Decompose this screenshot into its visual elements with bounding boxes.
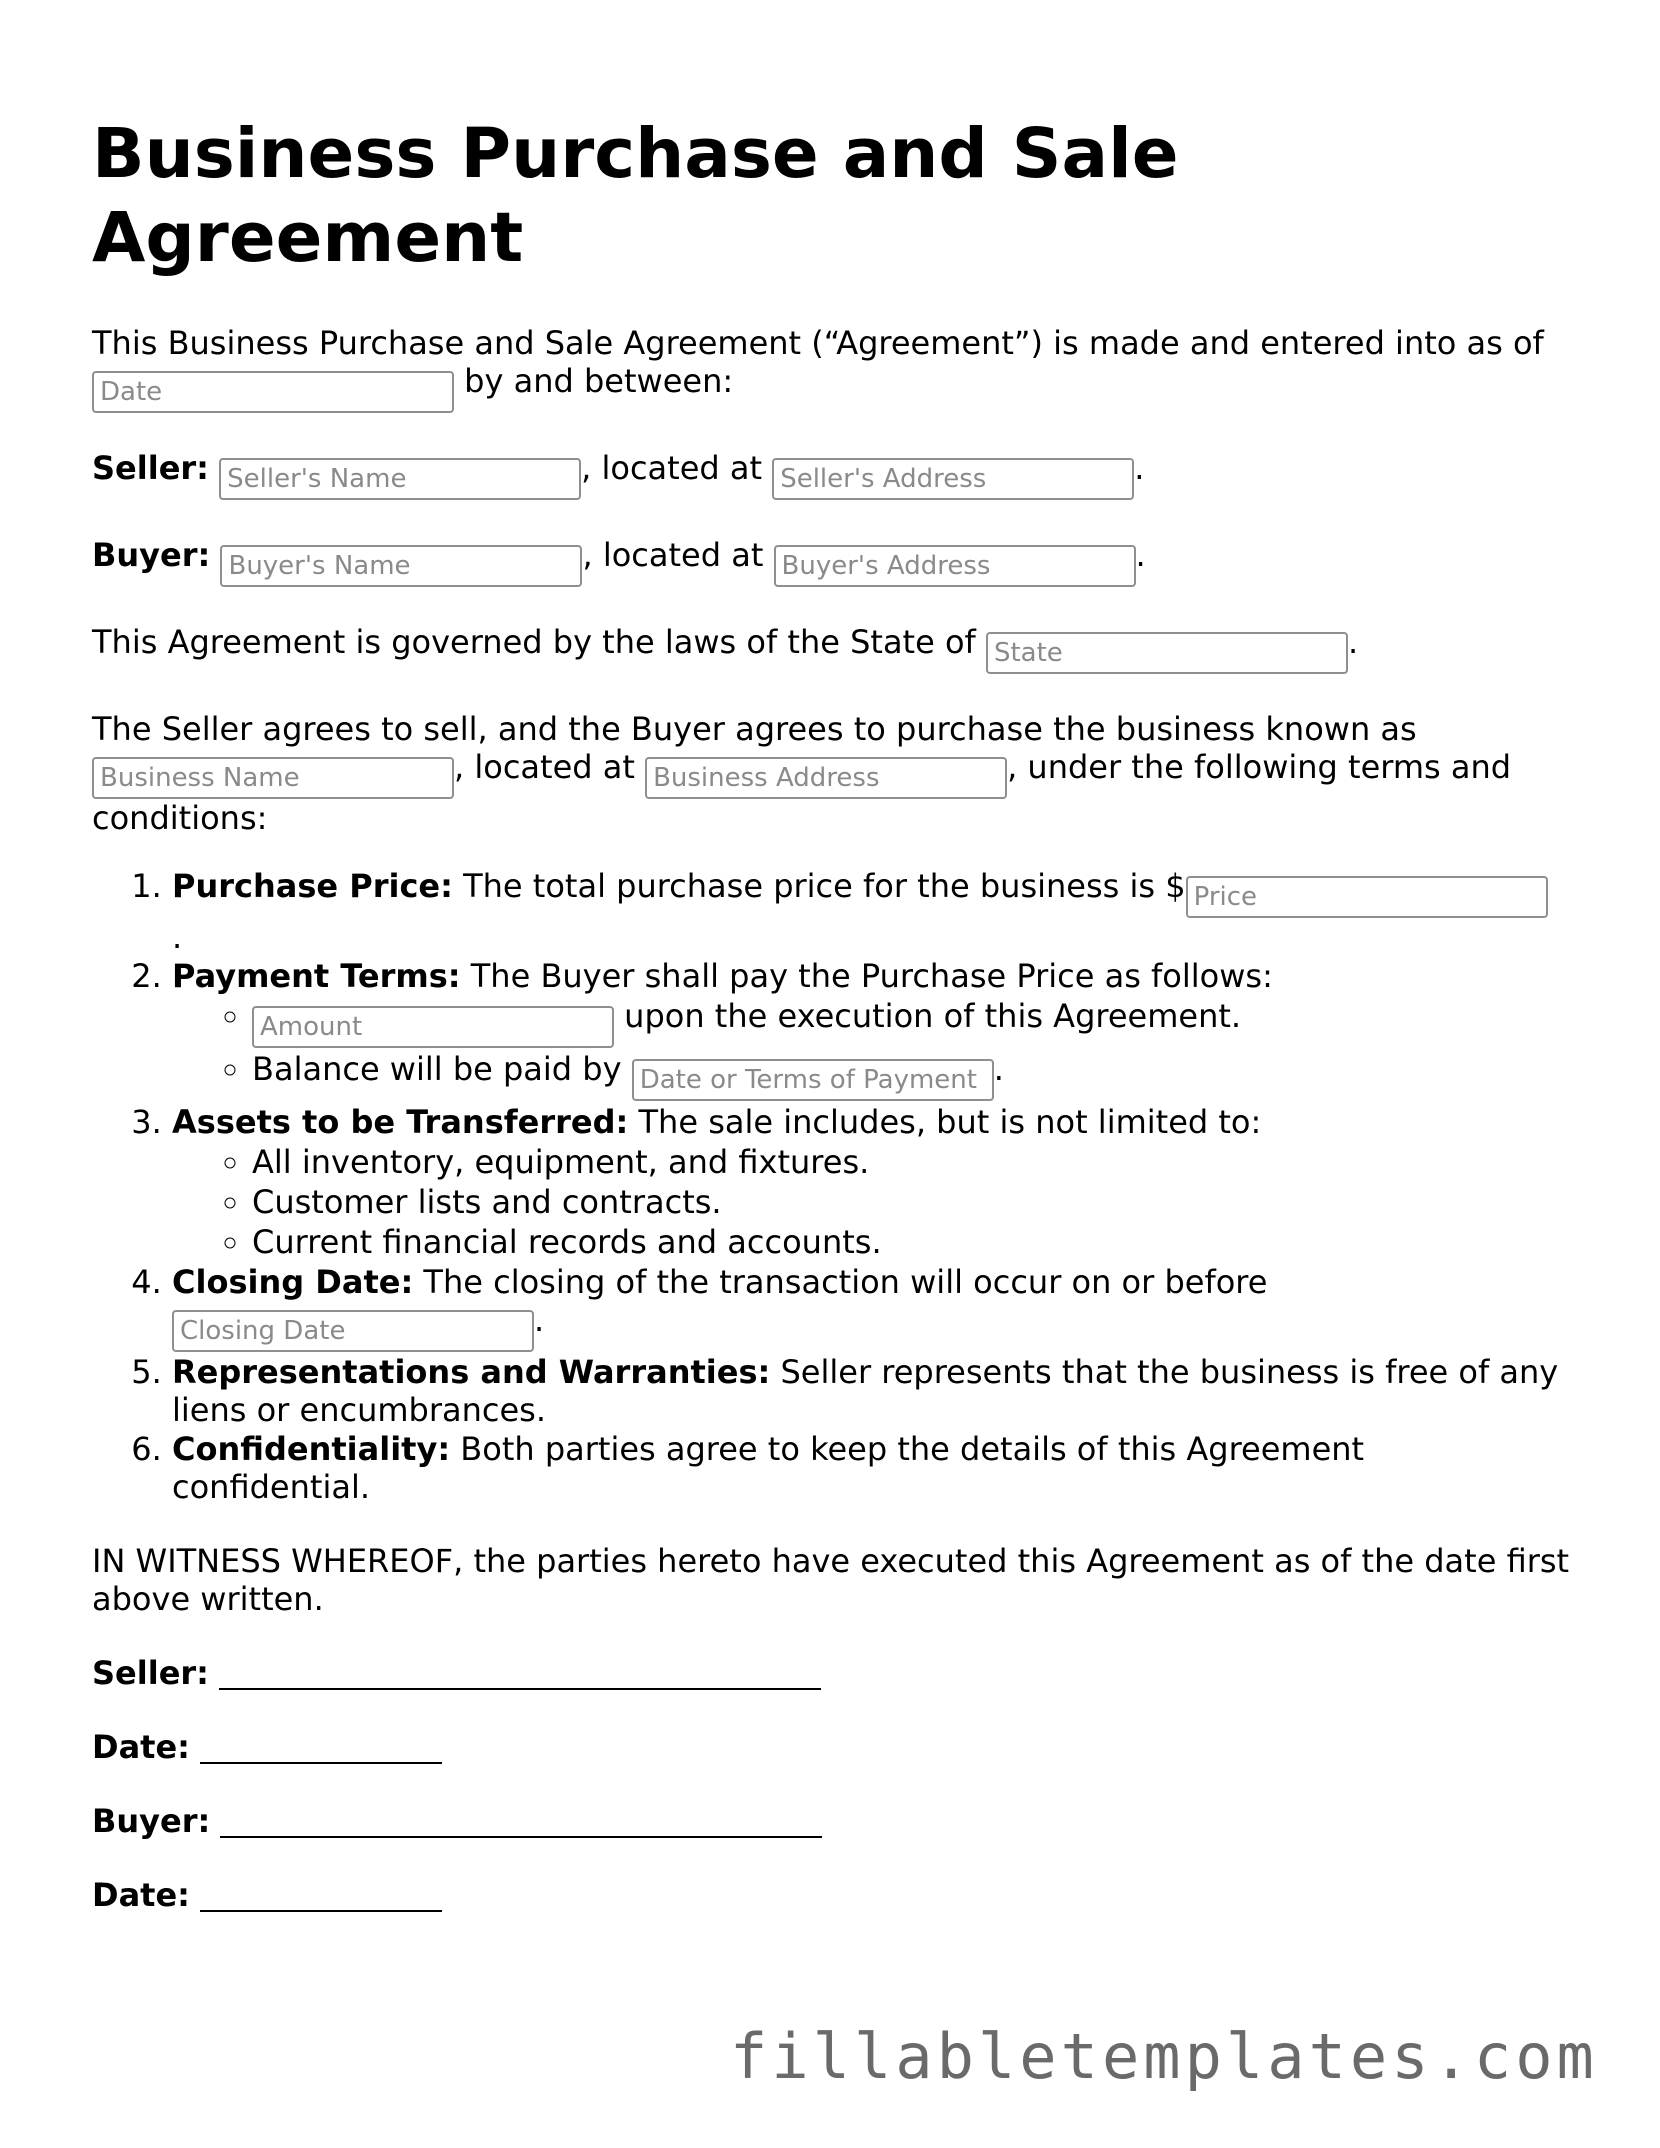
buyer-label: Buyer: [92, 536, 211, 574]
agreement-date-field[interactable] [92, 371, 454, 413]
governing-law-line [92, 623, 1572, 674]
assets-label: Assets to be Transferred: [172, 1103, 629, 1141]
list-item: ◦ Customer lists and contracts. [252, 1183, 1572, 1221]
business-name-field[interactable] [92, 757, 454, 799]
seller-name-field[interactable] [219, 458, 581, 500]
payment-terms-sublist [172, 997, 1572, 1101]
seller-located-at: , located at [581, 449, 763, 487]
seller-signature-line [92, 1654, 1572, 1692]
business-text-after: , under the following terms and conditions: [92, 748, 1512, 837]
intro-paragraph [92, 324, 1572, 413]
seller-line-end: . [1134, 449, 1145, 487]
list-item [252, 997, 1572, 1048]
seller-label: Seller: [92, 449, 209, 487]
business-text: The Seller agrees to sell, and the Buyer agrees to purchase the business known as [92, 710, 1417, 748]
purchase-price-label: Purchase Price: [172, 867, 453, 905]
intro-text: This Business Purchase and Sale Agreement (“Agreement”) is made and entered into as of [92, 324, 1544, 362]
list-item: ◦ Current financial records and accounts. [252, 1223, 1572, 1261]
term-payment-terms [172, 957, 1572, 1101]
buyer-line [92, 536, 1572, 587]
governing-text: This Agreement is governed by the laws of the State of [92, 623, 976, 661]
closing-date-field[interactable] [172, 1310, 534, 1352]
seller-address-field[interactable] [772, 458, 1134, 500]
balance-text: Balance will be paid by [252, 1050, 622, 1088]
buyer-signature-label: Buyer: [92, 1802, 211, 1840]
governing-end: . [1347, 623, 1359, 661]
payment-terms-text: The Buyer shall pay the Purchase Price as follows: [470, 957, 1273, 995]
watermark: fillabletemplates.com [730, 2020, 1598, 2093]
buyer-date-blank [200, 1880, 442, 1912]
agreement-body [92, 112, 1572, 1950]
term-confidentiality [172, 1430, 1572, 1506]
representations-label: Representations and Warranties: [172, 1353, 771, 1391]
seller-signature-label: Seller: [92, 1654, 209, 1692]
confidentiality-text: Both parties agree to keep the details of this Agreement confidential. [172, 1430, 1365, 1506]
buyer-signature-line [92, 1802, 1572, 1840]
buyer-address-field[interactable] [774, 545, 1136, 587]
buyer-located-at: , located at [582, 536, 764, 574]
term-assets [172, 1103, 1572, 1261]
term-closing-date [172, 1263, 1572, 1352]
buyer-signature-blank [220, 1806, 822, 1838]
business-paragraph [92, 710, 1572, 837]
list-item: ◦ All inventory, equipment, and fixtures. [252, 1143, 1572, 1181]
assets-sublist [172, 1143, 1572, 1261]
buyer-name-field[interactable] [220, 545, 582, 587]
assets-text: The sale includes, but is not limited to: [638, 1103, 1262, 1141]
buyer-date-label: Date: [92, 1876, 190, 1914]
purchase-price-end: . [172, 918, 183, 956]
intro-text-after: by and between: [464, 362, 734, 400]
price-field[interactable] [1186, 876, 1548, 918]
payment-terms-label: Payment Terms: [172, 957, 461, 995]
purchase-price-text: The total purchase price for the business is $ [463, 867, 1186, 905]
closing-date-text: The closing of the transaction will occur on or before [423, 1263, 1268, 1301]
term-representations [172, 1353, 1572, 1429]
list-item [252, 1050, 1572, 1101]
seller-date-label: Date: [92, 1728, 190, 1766]
term-purchase-price [172, 867, 1572, 956]
seller-line [92, 449, 1572, 500]
amount-field[interactable] [252, 1006, 614, 1048]
amount-text: upon the execution of this Agreement. [624, 997, 1242, 1035]
buyer-date-line [92, 1876, 1572, 1914]
balance-end: . [993, 1050, 1004, 1088]
state-field[interactable] [986, 632, 1348, 674]
business-address-field[interactable] [645, 757, 1007, 799]
terms-list [92, 867, 1572, 1506]
representations-text: Seller represents that the business is free of any liens or encumbrances. [172, 1353, 1559, 1429]
business-located-at: , located at [454, 748, 635, 786]
seller-date-line [92, 1728, 1572, 1766]
witness-paragraph: IN WITNESS WHEREOF, the parties hereto have executed this Agreement as of the date first above written. [92, 1542, 1570, 1618]
seller-date-blank [200, 1732, 442, 1764]
page-title: Business Purchase and Sale Agreement [92, 114, 1179, 278]
buyer-line-end: . [1135, 536, 1146, 574]
payment-terms-field[interactable] [632, 1059, 994, 1101]
confidentiality-label: Confidentiality: [172, 1430, 451, 1468]
closing-date-end: . [534, 1301, 545, 1339]
seller-signature-blank [219, 1658, 821, 1690]
closing-date-label: Closing Date: [172, 1263, 414, 1301]
